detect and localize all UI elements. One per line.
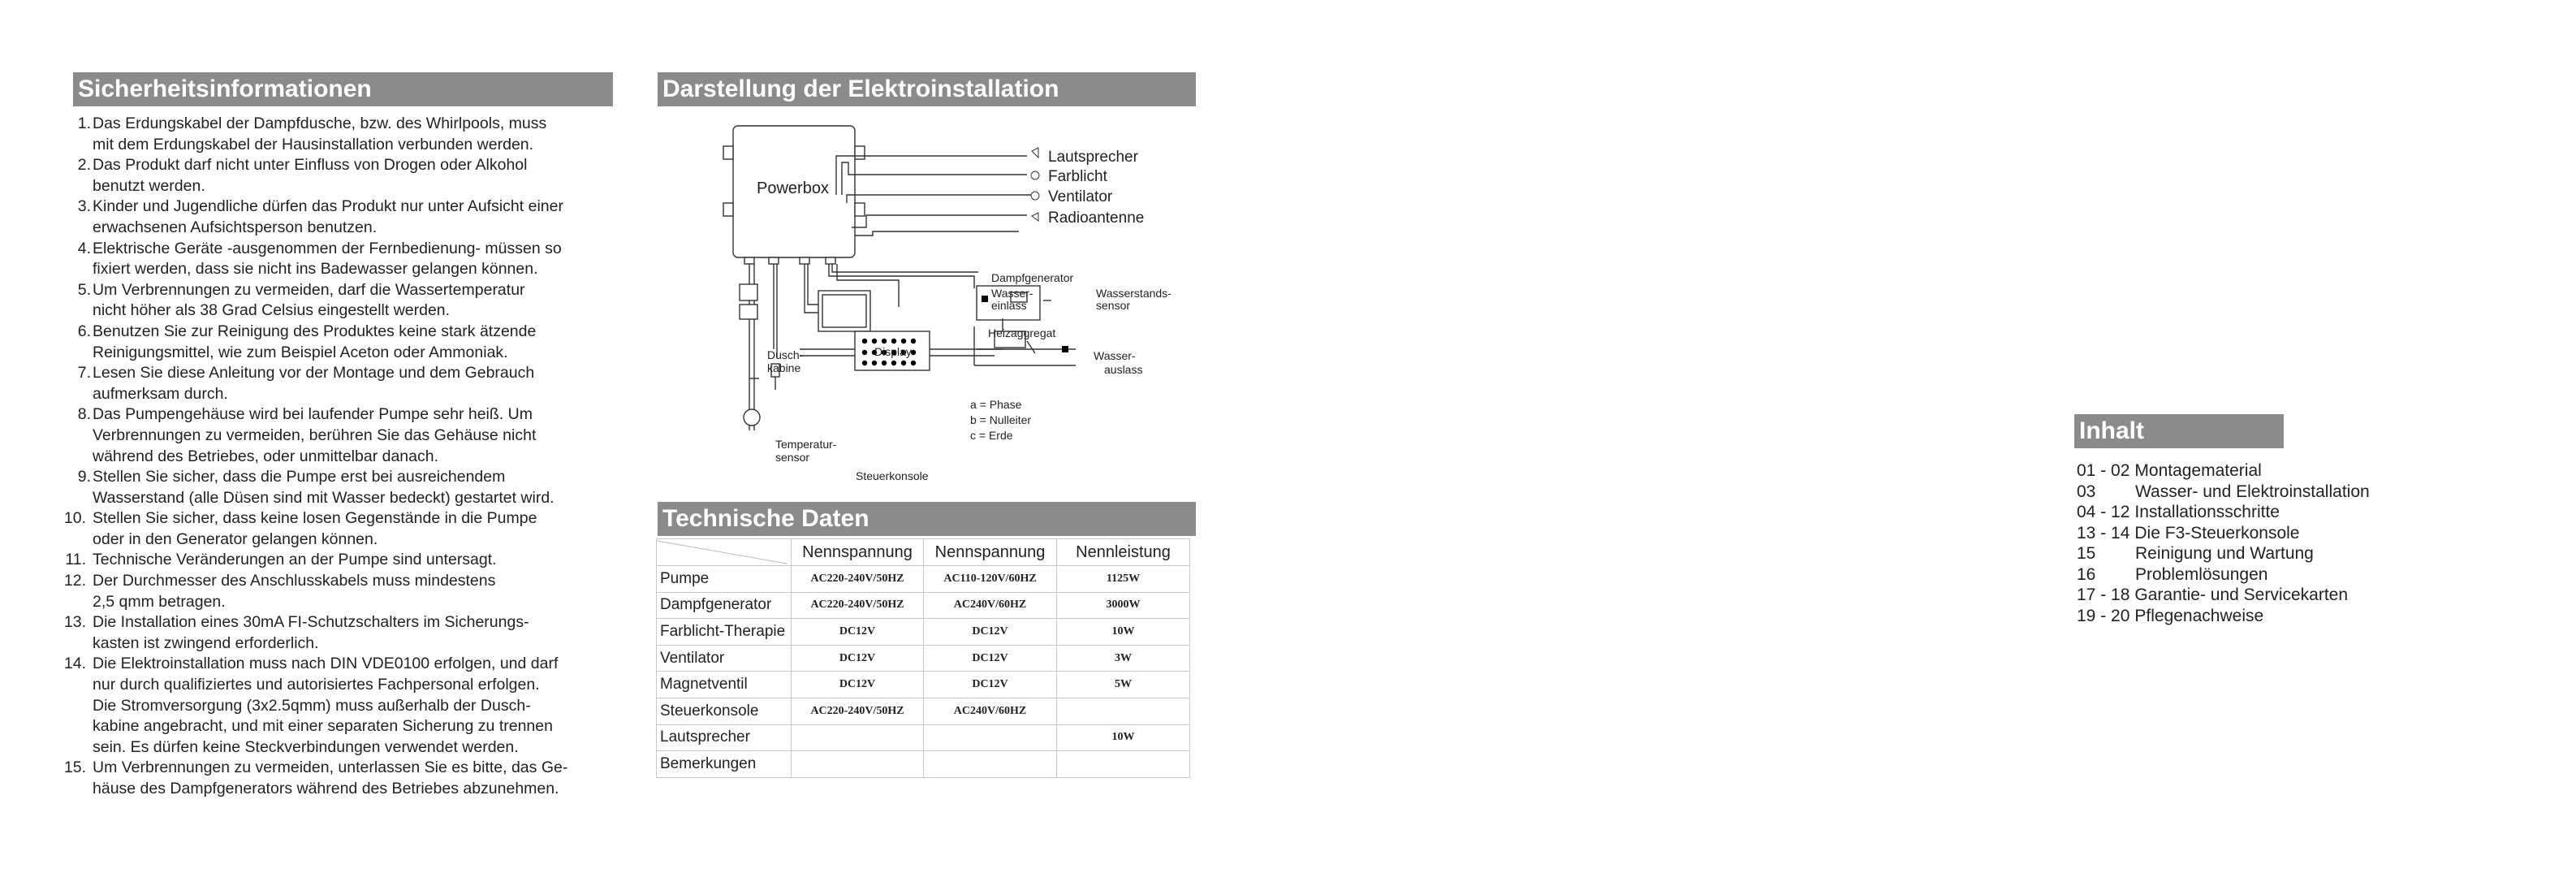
label-wasserauslass-1: Wasser- [1094, 349, 1136, 362]
safety-item-number: 11. [65, 551, 86, 569]
label-wasserstand-1: Wasserstands- [1096, 287, 1171, 300]
tech-row [657, 672, 1190, 698]
safety-item-number: 5. [77, 280, 91, 299]
label-wassereinlass-2: einlass [991, 299, 1027, 312]
tech-value-cell: DC12V [924, 672, 1057, 698]
label-dampfgenerator: Dampfgenerator [991, 271, 1074, 284]
safety-item [75, 322, 611, 363]
tech-row-label: Lautsprecher [657, 724, 792, 751]
tech-value-cell: DC12V [792, 672, 924, 698]
tech-row [657, 592, 1190, 619]
safety-item-number: 15. [63, 758, 86, 777]
tech-row-label: Farblicht-Therapie [657, 619, 792, 646]
safety-item-text: Lesen Sie diese Anleitung vor der Montage und dem Gebrauch aufmerksam durch. [93, 364, 535, 403]
toc-item-pages: 13 - 14 [2077, 523, 2130, 542]
tech-value-cell: DC12V [924, 619, 1057, 646]
tech-row-label: Bemerkungen [657, 751, 792, 778]
toc-item [2077, 523, 2499, 544]
toc-item [2077, 585, 2499, 606]
label-wasserauslass-2: auslass [1104, 363, 1143, 376]
toc-item-pages: 16 [2077, 564, 2096, 584]
toc-item-pages: 17 - 18 [2077, 586, 2130, 604]
toc-item [2077, 482, 2499, 503]
safety-item-text: Stellen Sie sicher, dass keine losen Gegenstände in die Pumpe oder in den Generator gelangen können. [93, 509, 537, 548]
safety-item-number: 1. [77, 115, 91, 132]
label-nullleiter: b = Nulleiter [970, 413, 1032, 426]
label-temp-2: sensor [775, 451, 810, 464]
safety-item [75, 197, 611, 238]
tech-value-cell: 10W [1057, 724, 1190, 751]
safety-item-text: Das Erdungskabel der Dampfdusche, bzw. des Whirlpools, muss mit dem Erdungskabel der Hausinstallation verbunden werden. [93, 115, 547, 153]
label-temp-1: Temperatur- [775, 438, 837, 451]
electro-title: Darstellung der Elektroinstallation [658, 72, 1196, 106]
safety-title: Sicherheitsinformationen [73, 72, 613, 106]
safety-item [63, 758, 611, 799]
tech-row [657, 645, 1190, 672]
label-duschkabine-1: Dusch- [767, 348, 804, 361]
label-display: Display [874, 345, 912, 358]
tech-column-header: Nennspannung [924, 539, 1057, 566]
tech-value-cell: AC220-240V/50HZ [792, 592, 924, 619]
safety-item-number: 6. [77, 322, 91, 340]
safety-item-text: Die Installation eines 30mA FI-Schutzschalters im Sicherungs- kasten ist zwingend erforderlich. [93, 613, 529, 652]
toc-item-pages: 03 [2077, 482, 2096, 501]
toc-list [2077, 460, 2499, 626]
toc-title: Inhalt [2074, 414, 2284, 448]
tech-value-cell: DC12V [924, 645, 1057, 672]
toc-item [2077, 460, 2499, 482]
toc-item-title: Pflegenachweise [2134, 606, 2264, 625]
safety-item [75, 155, 611, 197]
safety-item-text: Die Elektroinstallation muss nach DIN VDE0100 erfolgen, und darf nur durch qualifiziertes und autorisiertes Fachpersonal erfolgen. Die Stromversorgung (3x2.5qmm) muss außerhalb der Dusch- kabine angebracht, und mit einer separaten Sicherung zu trennen sein. Es dürfen keine Steckverbindungen verwendet werden. [93, 655, 559, 756]
safety-item [75, 114, 611, 155]
safety-item-text: Kinder und Jugendliche dürfen das Produkt nur unter Aufsicht einer erwachsenen Aufsichtsperson benutzen. [93, 197, 563, 236]
tech-row-label: Magnetventil [657, 672, 792, 698]
toc-item-title: Die F3-Steuerkonsole [2134, 523, 2300, 542]
safety-item [63, 612, 611, 654]
tech-value-cell [924, 724, 1057, 751]
safety-item-number: 3. [77, 197, 91, 216]
tech-value-cell: DC12V [792, 619, 924, 646]
toc-item-title: Reinigung und Wartung [2135, 544, 2314, 563]
toc-item-pages: 19 - 20 [2077, 606, 2130, 625]
tech-value-cell [792, 724, 924, 751]
tech-value-cell: DC12V [792, 645, 924, 672]
safety-item-text: Technische Veränderungen an der Pumpe sind untersagt. [93, 551, 497, 569]
tech-value-cell [792, 751, 924, 778]
safety-item [75, 363, 611, 404]
tech-title: Technische Daten [658, 502, 1196, 536]
safety-item [65, 550, 611, 571]
electro-installation-diagram [654, 106, 1206, 487]
toc-item-title: Garantie- und Servicekarten [2134, 586, 2349, 604]
safety-list [63, 114, 611, 800]
safety-item-number: 14. [63, 655, 86, 673]
safety-item-number: 4. [77, 239, 91, 257]
toc-item [2077, 564, 2499, 586]
tech-row-label: Steuerkonsole [657, 698, 792, 724]
safety-item-number: 2. [77, 156, 91, 175]
safety-item [75, 280, 611, 322]
safety-item-text: Das Produkt darf nicht unter Einfluss von Drogen oder Alkohol benutzt werden. [93, 156, 528, 195]
tech-value-cell: 1125W [1057, 566, 1190, 593]
tech-row-label: Ventilator [657, 645, 792, 672]
tech-value-cell: AC240V/60HZ [924, 698, 1057, 724]
tech-column-header: Nennleistung [1057, 539, 1190, 566]
label-erde: c = Erde [970, 429, 1013, 442]
safety-item-number: 9. [77, 468, 91, 486]
label-wassereinlass-1: Wasser- [991, 287, 1033, 300]
toc-item-title: Wasser- und Elektroinstallation [2135, 482, 2370, 501]
toc-item [2077, 543, 2499, 564]
safety-item-text: Elektrische Geräte -ausgenommen der Fernbedienung- müssen so fixiert werden, dass sie nicht ins Badewasser gelangen können. [93, 239, 562, 279]
safety-item [75, 467, 611, 508]
tech-value-cell: AC220-240V/50HZ [792, 566, 924, 593]
safety-item-text: Das Pumpengehäuse wird bei laufender Pumpe sehr heiß. Um Verbrennungen zu vermeiden, berühren Sie das Gehäuse nicht während des Betriebes, oder unmittelbar danach. [93, 405, 537, 465]
safety-item-number: 12. [63, 572, 86, 590]
safety-item-number: 8. [77, 405, 91, 424]
tech-corner-cell [657, 539, 792, 566]
tech-row [657, 751, 1190, 778]
safety-item [63, 654, 611, 758]
toc-item-pages: 15 [2077, 544, 2096, 563]
label-steuerkonsole: Steuerkonsole [856, 469, 929, 482]
toc-item-pages: 01 - 02 [2077, 461, 2130, 480]
tech-row-label: Pumpe [657, 566, 792, 593]
safety-item-text: Stellen Sie sicher, dass die Pumpe erst bei ausreichendem Wasserstand (alle Düsen sind mit Wasser bedeckt) gestartet wird. [93, 468, 554, 507]
toc-item-title: Montagematerial [2134, 461, 2262, 480]
tech-column-header: Nennspannung [792, 539, 924, 566]
tech-value-cell [1057, 698, 1190, 724]
safety-item [75, 239, 611, 280]
toc-item-pages: 04 - 12 [2077, 503, 2130, 521]
safety-item-text: Um Verbrennungen zu vermeiden, unterlassen Sie es bitte, das Ge- häuse des Dampfgenerators während des Betriebes abzunehmen. [93, 758, 568, 797]
tech-row [657, 566, 1190, 593]
tech-row [657, 698, 1190, 724]
tech-value-cell [1057, 751, 1190, 778]
tech-table [656, 538, 1190, 778]
label-lautsprecher: Lautsprecher [1048, 149, 1138, 166]
powerbox-label: Powerbox [757, 179, 829, 197]
tech-row [657, 724, 1190, 751]
label-heizaggregat: Heizaggregat [988, 326, 1056, 339]
tech-row [657, 619, 1190, 646]
label-wasserstand-2: sensor [1096, 299, 1131, 312]
tech-value-cell: AC220-240V/50HZ [792, 698, 924, 724]
safety-item-text: Um Verbrennungen zu vermeiden, darf die Wassertemperatur nicht höher als 38 Grad Celsius eingestellt werden. [93, 280, 525, 320]
toc-item [2077, 502, 2499, 523]
safety-item [63, 571, 611, 612]
safety-item [63, 508, 611, 550]
tech-value-cell [924, 751, 1057, 778]
label-farblicht: Farblicht [1048, 168, 1107, 185]
label-ventilator: Ventilator [1048, 188, 1113, 205]
tech-value-cell: 3W [1057, 645, 1190, 672]
safety-item-number: 10. [63, 509, 86, 528]
tech-header-row [657, 539, 1190, 566]
tech-value-cell: AC240V/60HZ [924, 592, 1057, 619]
tech-row-label: Dampfgenerator [657, 592, 792, 619]
safety-item-number: 7. [77, 364, 91, 382]
toc-item-title: Problemlösungen [2135, 564, 2268, 584]
safety-item-text: Benutzen Sie zur Reinigung des Produktes keine stark ätzende Reinigungsmittel, wie zum Beispiel Aceton oder Ammoniak. [93, 322, 537, 361]
toc-item [2077, 606, 2499, 627]
label-radioantenne: Radioantenne [1048, 210, 1145, 227]
toc-item-title: Installationsschritte [2134, 503, 2280, 521]
safety-item-number: 13. [63, 613, 86, 632]
safety-item-text: Der Durchmesser des Anschlusskabels muss mindestens 2,5 qmm betragen. [93, 572, 496, 611]
tech-value-cell: AC110-120V/60HZ [924, 566, 1057, 593]
label-phase: a = Phase [970, 398, 1022, 411]
label-duschkabine-2: kabine [767, 361, 801, 374]
safety-item [75, 404, 611, 467]
tech-value-cell: 5W [1057, 672, 1190, 698]
tech-value-cell: 10W [1057, 619, 1190, 646]
tech-value-cell: 3000W [1057, 592, 1190, 619]
